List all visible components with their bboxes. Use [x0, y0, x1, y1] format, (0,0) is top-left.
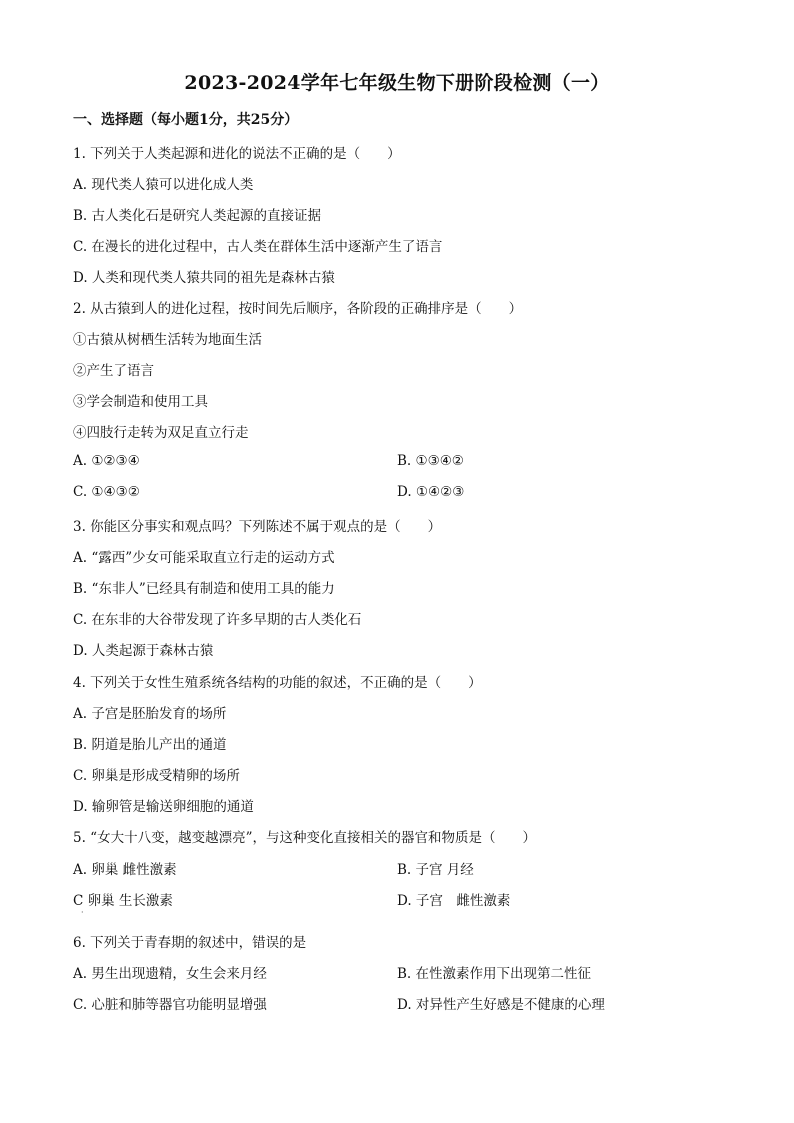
question-1-option-d: D. 人类和现代类人猿共同的祖先是森林古猿 — [73, 270, 335, 286]
question-6-option-c: C. 心脏和肺等器官功能明显增强 — [73, 997, 267, 1013]
question-2-option-b: B. ①③④② — [397, 453, 464, 469]
question-1-stem: 1. 下列关于人类起源和进化的说法不正确的是（ ） — [73, 146, 401, 162]
question-5-stem: 5. “女大十八变，越变越漂亮”，与这种变化直接相关的器官和物质是（ ） — [73, 830, 536, 846]
question-6-stem: 6. 下列关于青春期的叙述中，错误的是 — [73, 935, 307, 951]
question-4-option-c: C. 卵巢是形成受精卵的场所 — [73, 768, 240, 784]
question-2-item-3: ③学会制造和使用工具 — [73, 394, 208, 410]
question-4-stem: 4. 下列关于女性生殖系统各结构的功能的叙述，不正确的是（ ） — [73, 675, 482, 691]
question-5-option-a: A. 卵巢 雌性激素 — [73, 862, 177, 878]
question-6-option-d: D. 对异性产生好感是不健康的心理 — [397, 997, 605, 1013]
question-5-option-c: C 卵巢 生长激素 — [73, 893, 173, 909]
question-2-item-4: ④四肢行走转为双足直立行走 — [73, 425, 249, 441]
question-2-option-d: D. ①④②③ — [397, 484, 465, 500]
question-3-option-d: D. 人类起源于森林古猿 — [73, 643, 214, 659]
question-4-option-d: D. 输卵管是输送卵细胞的通道 — [73, 799, 254, 815]
question-2-option-c: C. ①④③② — [73, 484, 140, 500]
question-5-option-b: B. 子宫 月经 — [397, 862, 474, 878]
question-3-option-a: A. “露西”少女可能采取直立行走的运动方式 — [73, 550, 335, 566]
question-2-item-1: ①古猿从树栖生活转为地面生活 — [73, 332, 262, 348]
section-heading: 一、选择题（每小题1分，共25分） — [73, 112, 299, 128]
question-4-option-b: B. 阴道是胎儿产出的通道 — [73, 737, 227, 753]
question-6-option-b: B. 在性激素作用下出现第二性征 — [397, 966, 592, 982]
page-title: 2023-2024学年七年级生物下册阶段检测（一） — [184, 72, 610, 94]
question-3-option-c: C. 在东非的大谷带发现了许多早期的古人类化石 — [73, 612, 362, 628]
question-5-option-d: D. 子宫 雌性激素 — [397, 893, 511, 909]
question-1-option-c: C. 在漫长的进化过程中，古人类在群体生活中逐渐产生了语言 — [73, 239, 443, 255]
stray-mark: · — [81, 908, 84, 917]
question-4-option-a: A. 子宫是胚胎发育的场所 — [73, 706, 227, 722]
question-6-option-a: A. 男生出现遗精，女生会来月经 — [73, 966, 267, 982]
question-3-option-b: B. “东非人”已经具有制造和使用工具的能力 — [73, 581, 335, 597]
question-1-option-a: A. 现代类人猿可以进化成人类 — [73, 177, 254, 193]
question-2-item-2: ②产生了语言 — [73, 363, 154, 379]
question-2-stem: 2. 从古猿到人的进化过程，按时间先后顺序，各阶段的正确排序是（ ） — [73, 301, 523, 317]
question-1-option-b: B. 古人类化石是研究人类起源的直接证据 — [73, 208, 322, 224]
question-3-stem: 3. 你能区分事实和观点吗？下列陈述不属于观点的是（ ） — [73, 519, 442, 535]
question-2-option-a: A. ①②③④ — [73, 453, 140, 469]
